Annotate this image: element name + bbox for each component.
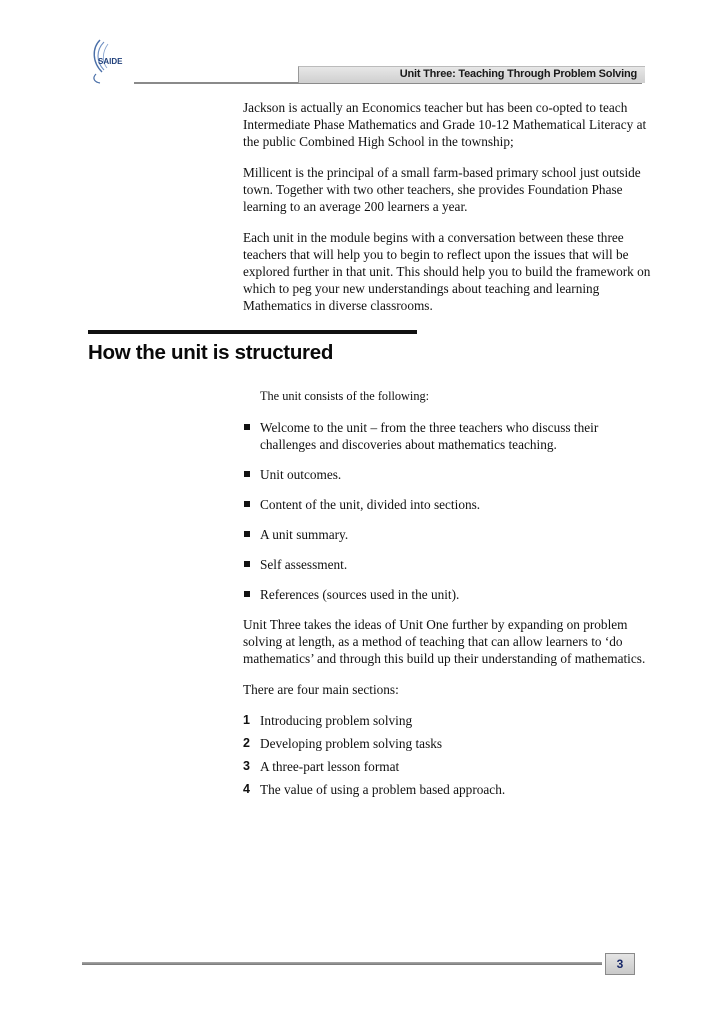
paragraph-millicent: Millicent is the principal of a small farm-based primary school just outside town. Together with two other teachers, she provides Foundation Phase learning to an average 200 learners a year. (243, 165, 641, 214)
bullet-square-icon (244, 471, 250, 477)
structure-intro: The unit consists of the following: (260, 389, 430, 403)
structure-list (243, 419, 655, 603)
list-item: Content of the unit, divided into sections. (243, 496, 655, 513)
section-heading: How the unit is structured (88, 341, 334, 364)
list-item: Welcome to the unit – from the three teachers who discuss their challenges and discoveries about mathematics teaching. (243, 419, 655, 453)
paragraph-conversation: Each unit in the module begins with a conversation between these three teachers that will help you to begin to reflect upon the issues that will be explored further in that unit. This should help you to build the framework on which to peg your new understandings about teaching and learning Mathematics in diverse classrooms. (243, 230, 651, 313)
numbered-item: 2 Developing problem solving tasks (243, 736, 443, 751)
bullet-square-icon (244, 531, 250, 537)
unit-three-paragraph: Unit Three takes the ideas of Unit One further by expanding on problem solving at length, as a method of teaching that can allow learners to ‘do mathematics’ and through this build up their understanding of mathematics. (243, 617, 646, 666)
bullet-square-icon (244, 561, 250, 567)
numbered-item: 3 A three-part lesson format (243, 759, 400, 774)
bullet-square-icon (244, 591, 250, 597)
sections-intro: There are four main sections: (243, 682, 399, 697)
header-title: Unit Three: Teaching Through Problem Solving (399, 68, 637, 80)
paragraph-jackson: Jackson is actually an Economics teacher but has been co-opted to teach Intermediate Phase Mathematics and Grade 10-12 Mathematical Literacy at the public Combined High School in the township; (243, 100, 647, 149)
structure-block (243, 388, 655, 804)
section-rule (88, 330, 417, 334)
list-item: References (sources used in the unit). (243, 586, 655, 603)
page-number: 3 (605, 953, 635, 975)
list-item: A unit summary. (243, 526, 655, 543)
intro-block (243, 99, 655, 328)
list-item: Unit outcomes. (243, 466, 655, 483)
bullet-square-icon (244, 501, 250, 507)
numbered-item: 1 Introducing problem solving (243, 713, 413, 728)
header-bar (298, 66, 645, 83)
saide-logo (82, 38, 134, 84)
list-item: Self assessment. (243, 556, 655, 573)
sections-list (243, 712, 655, 798)
logo-text: SAIDE (98, 57, 123, 66)
numbered-item: 4 The value of using a problem based approach. (243, 782, 506, 797)
footer-rule (82, 962, 602, 965)
bullet-square-icon (244, 424, 250, 430)
